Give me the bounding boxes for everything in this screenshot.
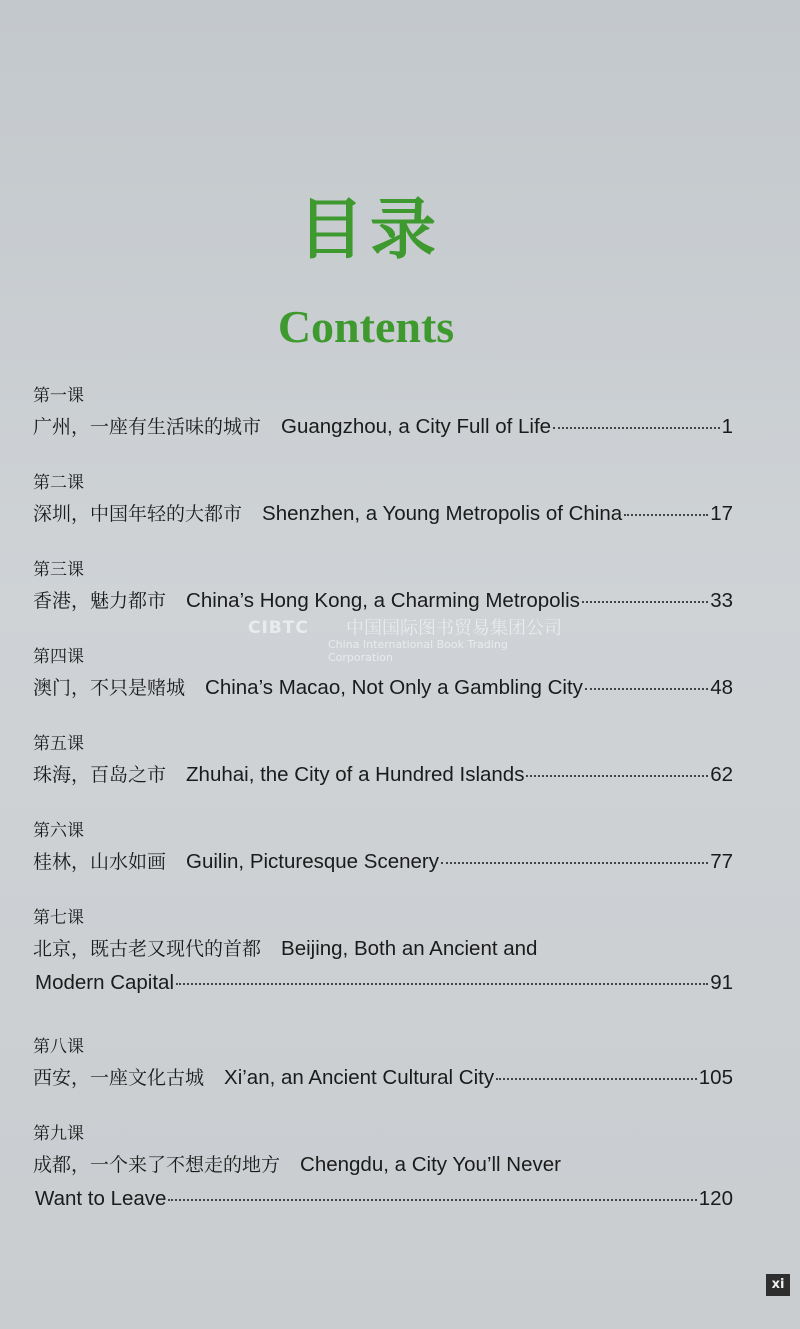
dot-leader [496,1078,697,1080]
lesson-title-chinese: 珠海，百岛之市 [33,764,167,786]
lesson-title-chinese: 广州，一座有生活味的城市 [33,416,262,438]
toc-entry-5[interactable] [33,730,733,817]
lesson-title-english: Xi’an, an Ancient Cultural City [224,1066,495,1089]
page-title-chinese: 目录 [298,191,442,268]
lesson-title-english: Zhuhai, the City of a Hundred Islands [186,763,525,786]
lesson-number: 第二课 [33,473,84,493]
toc-entry-8[interactable] [33,1033,733,1120]
dot-leader [526,775,708,777]
lesson-number: 第四课 [33,647,84,667]
lesson-title-english: Beijing, Both an Ancient and [281,937,538,960]
lesson-number: 第九课 [33,1124,84,1144]
dot-leader [624,514,708,516]
lesson-title-english-continued: Modern Capital [35,971,175,994]
lesson-title-chinese: 香港，魅力都市 [33,590,167,612]
toc-entry-3[interactable] [33,556,733,643]
lesson-number: 第八课 [33,1037,84,1057]
lesson-title-chinese: 澳门，不只是赌城 [33,677,186,699]
folio-page-number: xi [766,1274,790,1296]
page-number: 1 [721,415,733,438]
lesson-title-english-continued: Want to Leave [35,1187,167,1210]
lesson-number: 第一课 [33,386,84,406]
lesson-title-english: Shenzhen, a Young Metropolis of China [262,502,623,525]
page-number: 77 [710,850,733,873]
page-number: 48 [710,676,733,699]
watermark-chinese: 中国国际图书贸易集团公司 [346,618,562,639]
watermark-logo: CIBTC [248,618,309,638]
toc-entry-7[interactable] [33,904,733,1033]
lesson-number: 第三课 [33,560,84,580]
toc-entry-1[interactable] [33,382,733,469]
dot-leader [582,601,708,603]
lesson-number: 第六课 [33,821,84,841]
page-number: 33 [710,589,733,612]
lesson-title-chinese: 北京，既古老又现代的首都 [33,938,262,960]
page-number: 91 [710,971,733,994]
watermark-english: China International Book Trading Corporation [328,638,508,664]
dot-leader [168,1199,696,1201]
lesson-title-chinese: 成都，一个来了不想走的地方 [33,1154,281,1176]
toc-entry-2[interactable] [33,469,733,556]
lesson-title-english: Chengdu, a City You’ll Never [300,1153,561,1176]
page-title-english: Contents [277,301,455,352]
dot-leader [176,983,708,985]
lesson-number: 第五课 [33,734,84,754]
page-number: 17 [710,502,733,525]
page-number: 62 [710,763,733,786]
toc-entry-4[interactable] [33,643,733,730]
page-number: 105 [698,1066,733,1089]
lesson-number: 第七课 [33,908,84,928]
toc-entry-6[interactable] [33,817,733,904]
dot-leader [553,427,720,429]
lesson-title-english: Guangzhou, a City Full of Life [281,415,552,438]
dot-leader [441,862,708,864]
lesson-title-english: China’s Hong Kong, a Charming Metropolis [186,589,580,612]
lesson-title-chinese: 西安，一座文化古城 [33,1067,205,1089]
dot-leader [585,688,708,690]
lesson-title-english: Guilin, Picturesque Scenery [186,850,439,873]
lesson-title-chinese: 桂林，山水如画 [33,851,167,873]
page-number: 120 [698,1187,733,1210]
lesson-title-english: China’s Macao, Not Only a Gambling City [205,676,583,699]
toc-entry-9[interactable] [33,1120,733,1249]
lesson-title-chinese: 深圳，中国年轻的大都市 [33,503,243,525]
table-of-contents [33,382,733,1249]
